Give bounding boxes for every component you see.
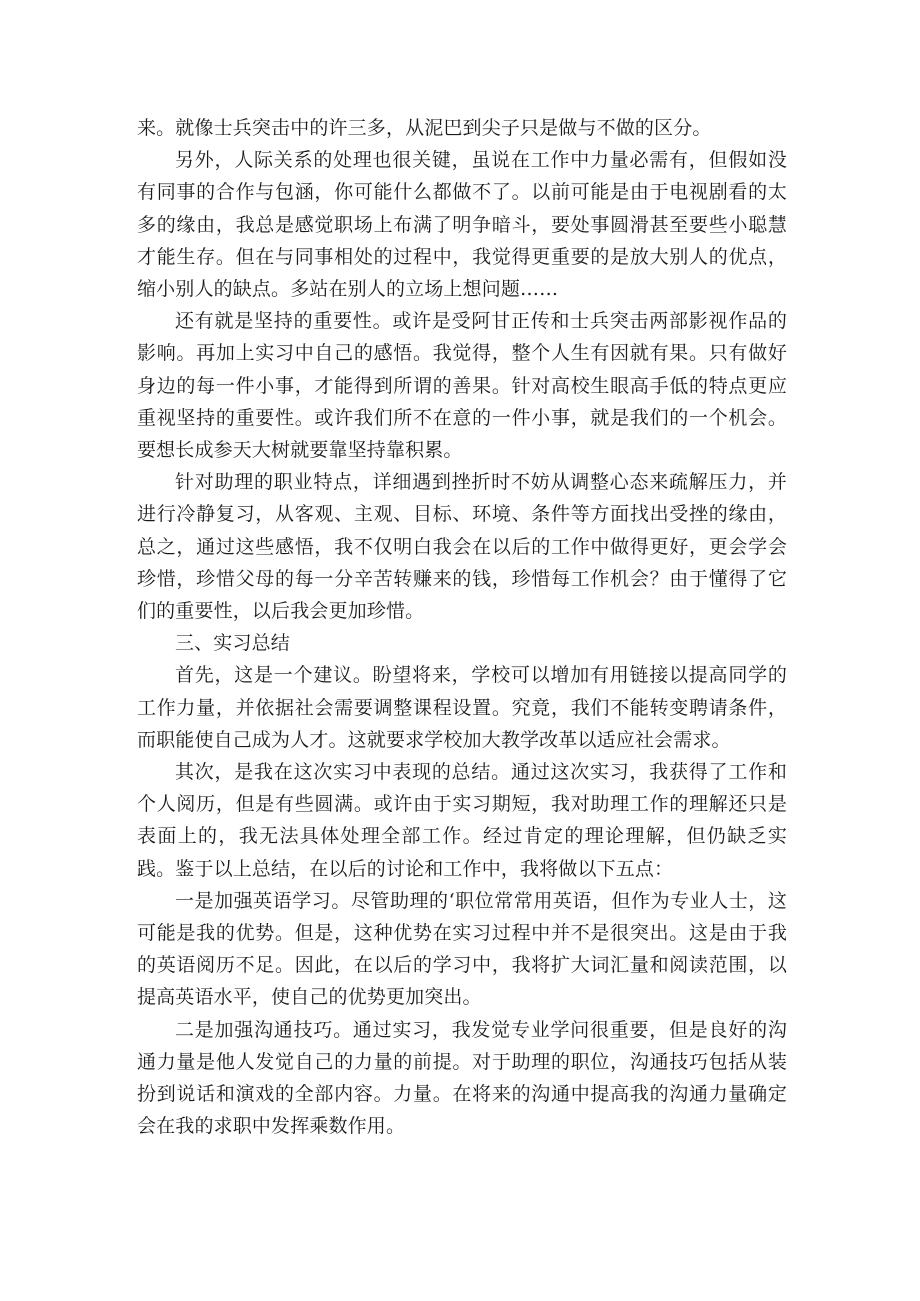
paragraph-performance-summary: 其次，是我在这次实习中表现的总结。通过这次实习，我获得了工作和个人阅历，但是有些圆满。或许由于实习期短，我对助理工作的理解还只是表面上的，我无法具体处理全部工作。经过肯定的理论理解，但仍缺乏实践。鉴于以上总结，在以后的讨论和工作中，我将做以下五点： — [137, 761, 787, 880]
paragraph-assistant-career: 针对助理的职业特点，详细遇到挫折时不妨从调整心态来疏解压力，并进行冷静复习，从客观、主观、目标、环境、条件等方面找出受挫的缘由，总之，通过这些感悟，我不仅明白我会在以后的工作中做得更好，更会学会珍惜，珍惜父母的每一分辛苦转赚来的钱，珍惜每工作机会？由于懂得了它们的重要性，以后我会更加珍惜。 — [137, 471, 787, 623]
paragraph-english-study: 一是加强英语学习。尽管助理的‘职位常常用英语，但作为专业人士，这可能是我的优势。但是，这种优势在实习过程中并不是很突出。这是由于我的英语阅历不足。因此，在以后的学习中，我将扩大词汇量和阅读范围，以提高英语水平，使自己的优势更加突出。 — [137, 889, 787, 1009]
paragraph-communication-skills: 二是加强沟通技巧。通过实习，我发觉专业学问很重要，但是良好的沟通力量是他人发觉自己的力量的前提。对于助理的职位，沟通技巧包括从装扮到说话和演戏的全部内容。力量。在将来的沟通中提高我的沟通力量确定会在我的求职中发挥乘数作用。 — [137, 1018, 787, 1138]
paragraph-continuation: 来。就像士兵突击中的许三多，从泥巴到尖子只是做与不做的区分。 — [137, 117, 712, 139]
section-heading-internship-summary: 三、实习总结 — [175, 632, 290, 655]
paragraph-suggestion: 首先，这是一个建议。盼望将来，学校可以增加有用链接以提高同学的工作力量，并依据社会需要调整课程设置。究竟，我们不能转变聘请条件，而职能使自己成为人才。这就要求学校加大教学改革以适应社会需求。 — [137, 664, 787, 751]
paragraph-persistence: 还有就是坚持的重要性。或许是受阿甘正传和士兵突击两部影视作品的影响。再加上实习中自己的感悟。我觉得，整个人生有因就有果。只有做好身边的每一件小事，才能得到所谓的善果。针对高校生眼高手低的特点更应重视坚持的重要性。或许我们所不在意的一件小事，就是我们的一个机会。要想长成参天大树就要靠坚持靠积累。 — [137, 310, 787, 462]
document-body — [137, 112, 787, 1143]
paragraph-interpersonal-relations: 另外，人际关系的处理也很关键，虽说在工作中力量必需有，但假如没有同事的合作与包涵，你可能什么都做不了。以前可能是由于电视剧看的太多的缘由，我总是感觉职场上布满了明争暗斗，要处事圆滑甚至要些小聪慧才能生存。但在与同事相处的过程中，我觉得更重要的是放大别人的优点，缩小别人的缺点。多站在别人的立场上想问题…… — [137, 149, 787, 301]
